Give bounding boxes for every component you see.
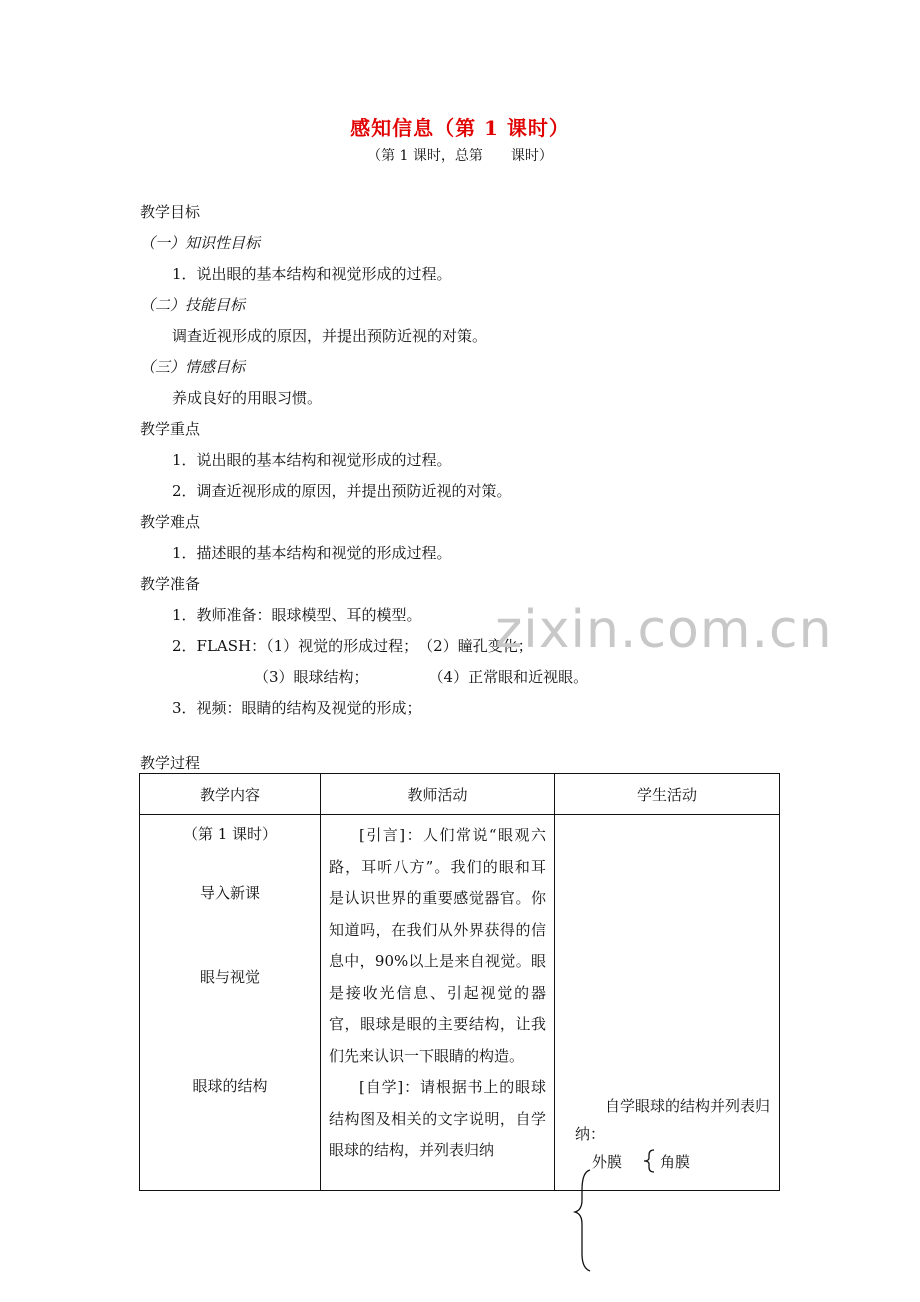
objectives-heading: 教学目标 xyxy=(140,203,201,221)
header-student: 学生活动 xyxy=(555,774,780,815)
objective-skill-text: 调查近视形成的原因，并提出预防近视的对策。 xyxy=(172,327,488,345)
table-row xyxy=(140,815,780,1191)
watermark: zixin.com.cn xyxy=(495,600,833,660)
teaching-process-table xyxy=(139,773,780,1191)
teacher-selfstudy-paragraph: [自学]：请根据书上的眼球结构图及相关的文字说明，自学眼球的结构，并列表归纳 xyxy=(329,1078,546,1159)
brace-small-icon xyxy=(642,1149,656,1173)
key-points-heading: 教学重点 xyxy=(140,420,201,438)
teacher-intro-paragraph: [引言]：人们常说“眼观六路，耳听八方”。我们的眼和耳是认识世界的重要感觉器官。你知道吗，在我们从外界获得的信息中，90%以上是来自视觉。眼是接收光信息、引起视觉的器官，眼球是眼的主要结构，让我们先来认识一下眼睛的构造。 xyxy=(329,826,546,1065)
objective-emotion-text: 养成良好的用眼习惯。 xyxy=(172,389,323,407)
table-header-row xyxy=(140,774,780,815)
objective-emotion-heading: （三）情感目标 xyxy=(140,358,246,376)
preparation-1: 1．教师准备：眼球模型、耳的模型。 xyxy=(172,606,422,624)
difficulties-heading: 教学难点 xyxy=(140,513,201,531)
teacher-activity-cell xyxy=(321,815,555,1191)
page-title: 感知信息（第 1 课时） xyxy=(350,116,570,140)
preparation-3: 3．视频：眼睛的结构及视觉的形成； xyxy=(172,699,422,717)
brace-large-icon xyxy=(572,1168,596,1274)
key-point-2: 2．调查近视形成的原因，并提出预防近视的对策。 xyxy=(172,482,512,500)
student-activity-cell xyxy=(555,815,780,1191)
cornea-label: 角膜 xyxy=(660,1153,691,1171)
process-heading: 教学过程 xyxy=(140,754,201,772)
header-content: 教学内容 xyxy=(140,774,321,815)
section-eyeball-structure: 眼球的结构 xyxy=(192,1077,268,1095)
student-activity-text: 自学眼球的结构并列表归纳： xyxy=(575,1097,771,1143)
difficulty-1: 1．描述眼的基本结构和视觉的形成过程。 xyxy=(172,544,452,562)
lesson-label: （第 1 课时） xyxy=(182,825,278,843)
objective-knowledge-text: 1．说出眼的基本结构和视觉形成的过程。 xyxy=(172,265,452,283)
objective-knowledge-heading: （一）知识性目标 xyxy=(140,234,261,252)
key-point-1: 1．说出眼的基本结构和视觉形成的过程。 xyxy=(172,451,452,469)
objective-skill-heading: （二）技能目标 xyxy=(140,296,246,314)
content-cell xyxy=(140,815,321,1191)
section-eye-vision: 眼与视觉 xyxy=(199,968,260,986)
preparation-2: 2．FLASH：（1）视觉的形成过程； （2）瞳孔变化； xyxy=(172,637,533,655)
page-subtitle: （第 1 课时，总第 课时） xyxy=(367,148,553,164)
header-teacher: 教师活动 xyxy=(321,774,555,815)
outer-membrane-label: 外膜 xyxy=(592,1153,623,1171)
preparation-2-continued: （3）眼球结构； （4）正常眼和近视眼。 xyxy=(254,668,589,686)
section-intro: 导入新课 xyxy=(199,884,260,902)
preparation-heading: 教学准备 xyxy=(140,575,201,593)
